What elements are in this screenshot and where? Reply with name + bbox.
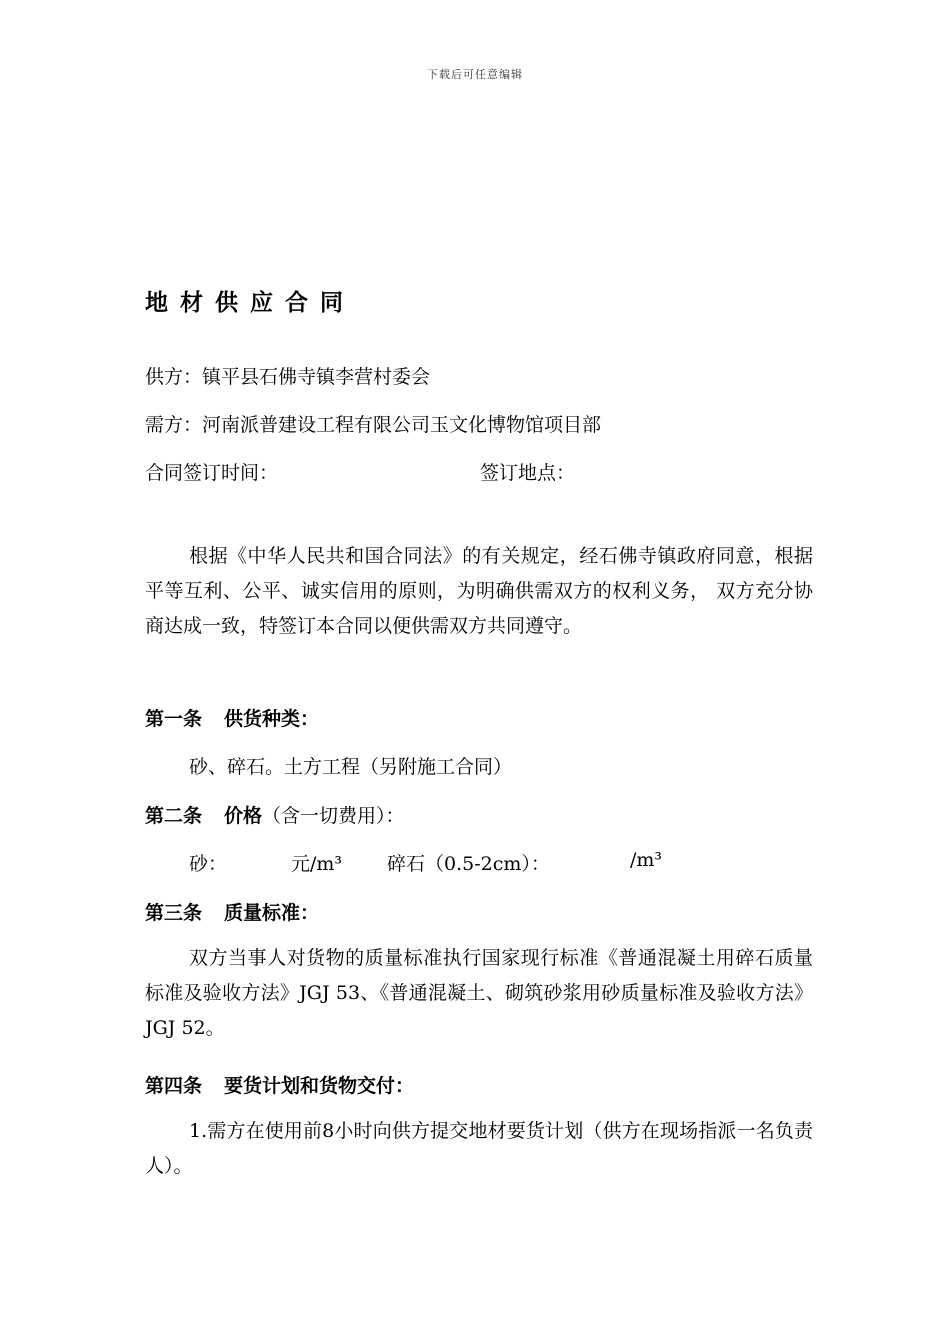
buyer-line: 需方：河南派普建设工程有限公司玉文化博物馆项目部: [145, 414, 602, 436]
intro-paragraph: 根据《中华人民共和国合同法》的有关规定，经石佛寺镇政府同意，根据平等互利、公平、诚实信用的原则，为明确供需双方的权利义务， 双方充分协商达成一致，特签订本合同以便供需双方共同遵守。: [145, 545, 813, 637]
article-3-body: 双方当事人对货物的质量标准执行国家现行标准《普通混凝土用碎石质量标准及验收方法》JGJ 53、《普通混凝土、砌筑砂浆用砂质量标准及验收方法》JGJ 52。: [145, 947, 813, 1039]
article-number: 第三条: [145, 902, 203, 924]
article-2-heading: [145, 801, 405, 828]
sand-price-unit: 元/m³: [291, 853, 343, 875]
supplier-line: 供方：镇平县石佛寺镇李营村委会: [145, 366, 431, 388]
article-name-note: （含一切费用）：: [262, 805, 405, 827]
sign-time-label: 合同签订时间：: [145, 462, 279, 484]
sign-place-label: 签订地点：: [480, 462, 576, 484]
article-number: 第一条: [145, 708, 203, 730]
signing-row: [145, 458, 813, 485]
gravel-price-label: 碎石（0.5-2cm）：: [387, 853, 550, 875]
gravel-price-unit: /m³: [630, 849, 663, 871]
article-name: 要货计划和货物交付：: [224, 1075, 415, 1097]
article-name: 供货种类：: [224, 708, 320, 730]
article-3-heading: [145, 898, 319, 925]
article-1-heading: [145, 704, 319, 731]
article-name: 价格: [224, 805, 263, 827]
article-number: 第四条: [145, 1075, 203, 1097]
article-4-heading: [145, 1071, 414, 1098]
article-name: 质量标准：: [224, 902, 320, 924]
document-title: 地材供应合同: [145, 290, 355, 316]
watermark-text: 下载后可任意编辑: [427, 68, 523, 81]
article-1-body: 砂、碎石。土方工程（另附施工合同）: [189, 756, 513, 778]
price-row: [189, 849, 813, 879]
sand-price-label: 砂：: [189, 853, 228, 875]
article-number: 第二条: [145, 805, 203, 827]
article-4-body: 1.需方在使用前8小时向供方提交地材要货计划（供方在现场指派一名负责人）。: [145, 1120, 813, 1177]
